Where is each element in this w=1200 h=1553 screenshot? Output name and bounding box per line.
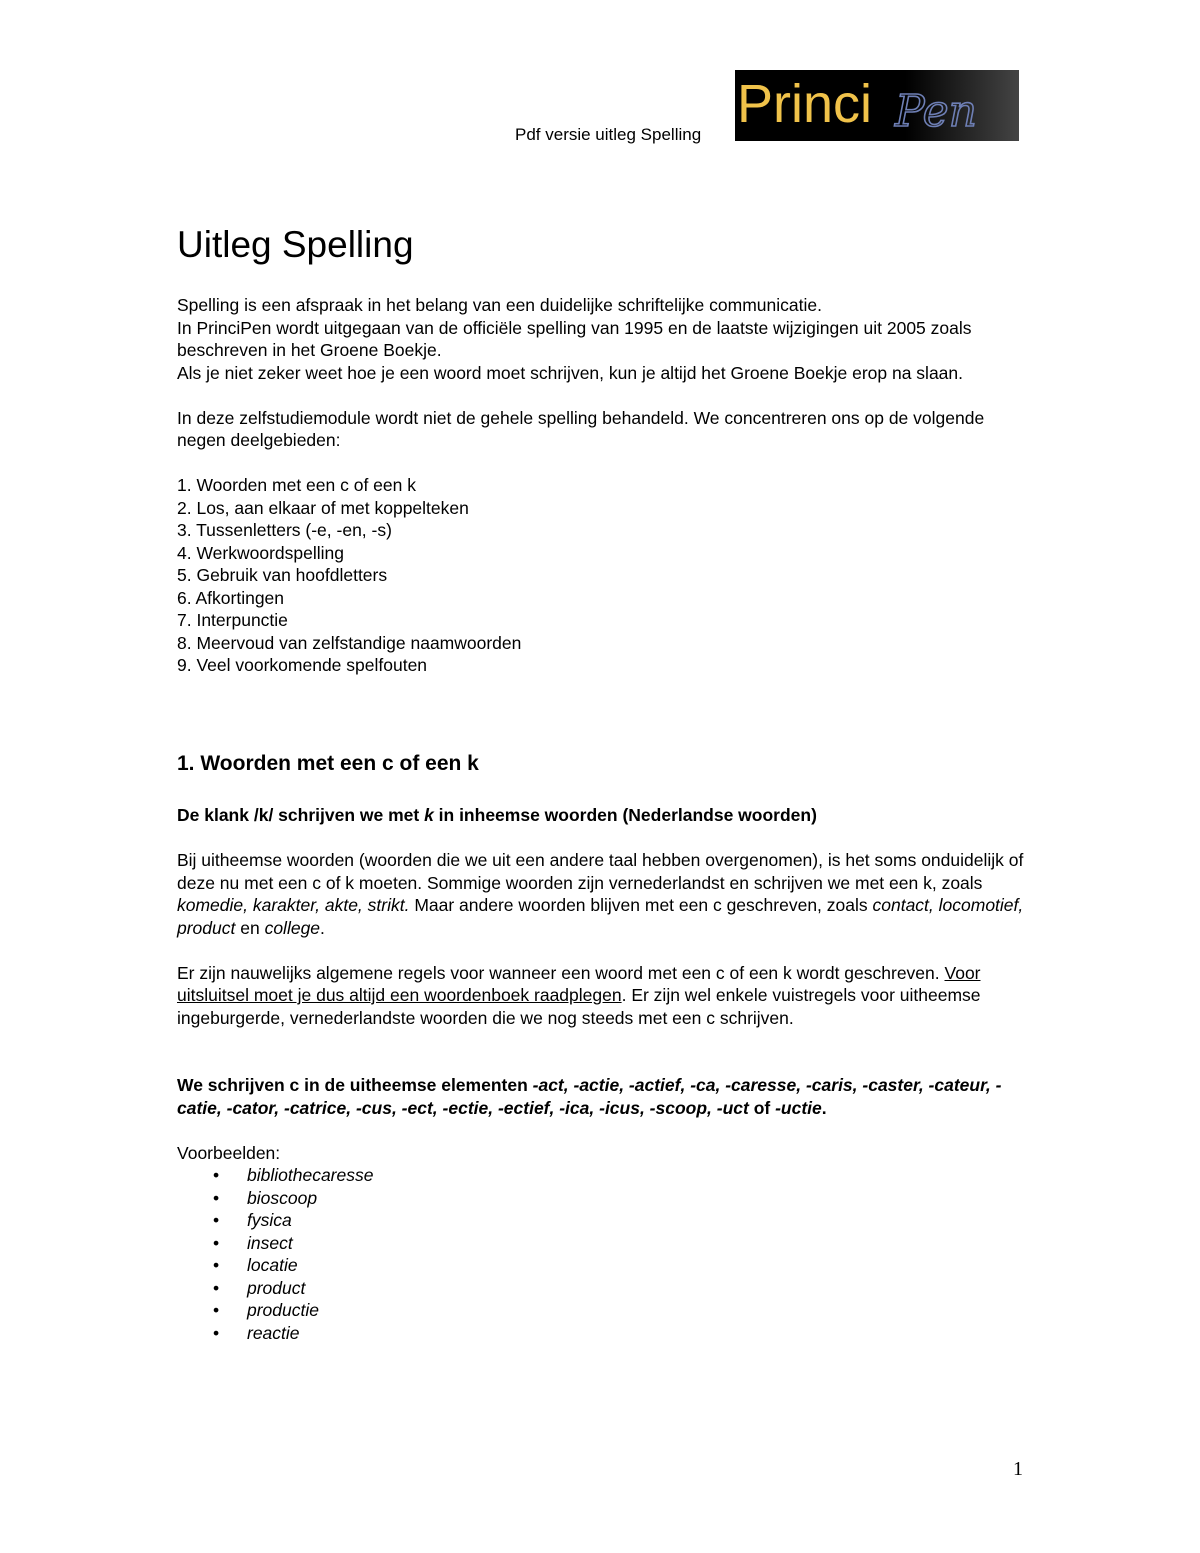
topic-item: 6. Afkortingen [177, 587, 285, 608]
logo-graphic [735, 70, 1019, 141]
bullet-icon: • [213, 1255, 220, 1275]
document-body [177, 222, 1027, 1344]
bullet-icon: • [213, 1300, 220, 1320]
topic-item: 1. Woorden met een c of een k [177, 475, 416, 495]
page-number: 1 [1013, 1458, 1023, 1480]
running-header: Pdf versie uitleg Spelling [515, 125, 702, 144]
intro-line-3: Als je niet zeker weet hoe je een woord moet schrijven, kun je altijd het Groene Boekje erop na slaan. [177, 362, 964, 383]
example-item: • fysica [213, 1210, 292, 1230]
paragraph-regels: Er zijn nauwelijks algemene regels voor wanneer een woord met een c of een k wordt geschreven. Voor uitsluitsel moet je dus altijd een woordenboek raadplegen. Er zijn wel enkele vuistregels voor uitheemse ingeburgerde, vernederlandste woorden die we nog steeds met een c schrijven. [177, 962, 981, 1028]
bullet-icon: • [213, 1187, 220, 1208]
bullet-icon: • [213, 1165, 220, 1185]
section-heading: 1. Woorden met een c of een k [177, 751, 479, 775]
bullet-icon: • [213, 1322, 220, 1343]
example-item: • bioscoop [213, 1187, 318, 1208]
topic-item: 7. Interpunctie [177, 610, 288, 630]
logo-text-pen: Pen [895, 86, 978, 137]
intro-line-1: Spelling is een afspraak in het belang van een duidelijke schriftelijke communicatie. [177, 295, 822, 315]
bullet-icon: • [213, 1277, 220, 1298]
topic-item: 5. Gebruik van hoofdletters [177, 565, 388, 585]
example-item: • reactie [213, 1322, 300, 1343]
example-item: • productie [213, 1300, 319, 1320]
topic-item: 3. Tussenletters (-e, -en, -s) [177, 520, 392, 540]
topic-item: 4. Werkwoordspelling [177, 542, 344, 563]
bullet-icon: • [213, 1232, 220, 1253]
intro-line-2: In PrinciPen wordt uitgegaan van de officiële spelling van 1995 en de laatste wijzigingen uit 2005 zoals beschreven in het Groene Boekje. [177, 317, 972, 360]
topic-item: 2. Los, aan elkaar of met koppelteken [177, 497, 469, 518]
document-title: Uitleg Spelling [177, 224, 414, 265]
examples-label: Voorbeelden: [177, 1142, 281, 1163]
paragraph-uitheemse-woorden: Bij uitheemse woorden (woorden die we uit een andere taal hebben overgenomen), is het soms onduidelijk of deze nu met een c of k moeten. Sommige woorden zijn vernederlandst en schrijven we met een k, zoals komedie, karakter, akte, strikt. Maar andere woorden blijven met een c geschreven, zoals contact, locomotief, product en college. [177, 850, 1024, 938]
underlined-advice: Voor uitsluitsel moet je dus altijd een woordenboek raadplegen [177, 962, 981, 1005]
section-subheading: De klank /k/ schrijven we met k in inheemse woorden (Nederlandse woorden) [177, 804, 817, 825]
principen-logo [735, 70, 1019, 141]
topic-item: 8. Meervoud van zelfstandige naamwoorden [177, 632, 522, 653]
logo-text-princi: Princi [737, 74, 873, 134]
rule-statement: We schrijven c in de uitheemse elementen -act, -actie, -actief, -ca, -caresse, -caris, -caster, -cateur, -catie, -cator, -catrice, -cus, -ect, -ectie, -ectief, -ica, -icus, -scoop, -uct of -uctie. [177, 1075, 1002, 1118]
example-item: • insect [213, 1232, 293, 1253]
examples-list [177, 1164, 1027, 1344]
example-item: • product [213, 1277, 306, 1298]
topic-list [177, 474, 1027, 677]
bullet-icon: • [213, 1210, 220, 1230]
intro-paragraph-2: In deze zelfstudiemodule wordt niet de gehele spelling behandeld. We concentreren ons op de volgende negen deelgebieden: [177, 407, 985, 450]
example-item: • locatie [213, 1255, 298, 1275]
example-item: • bibliothecaresse [213, 1165, 374, 1185]
topic-item: 9. Veel voorkomende spelfouten [177, 655, 428, 675]
